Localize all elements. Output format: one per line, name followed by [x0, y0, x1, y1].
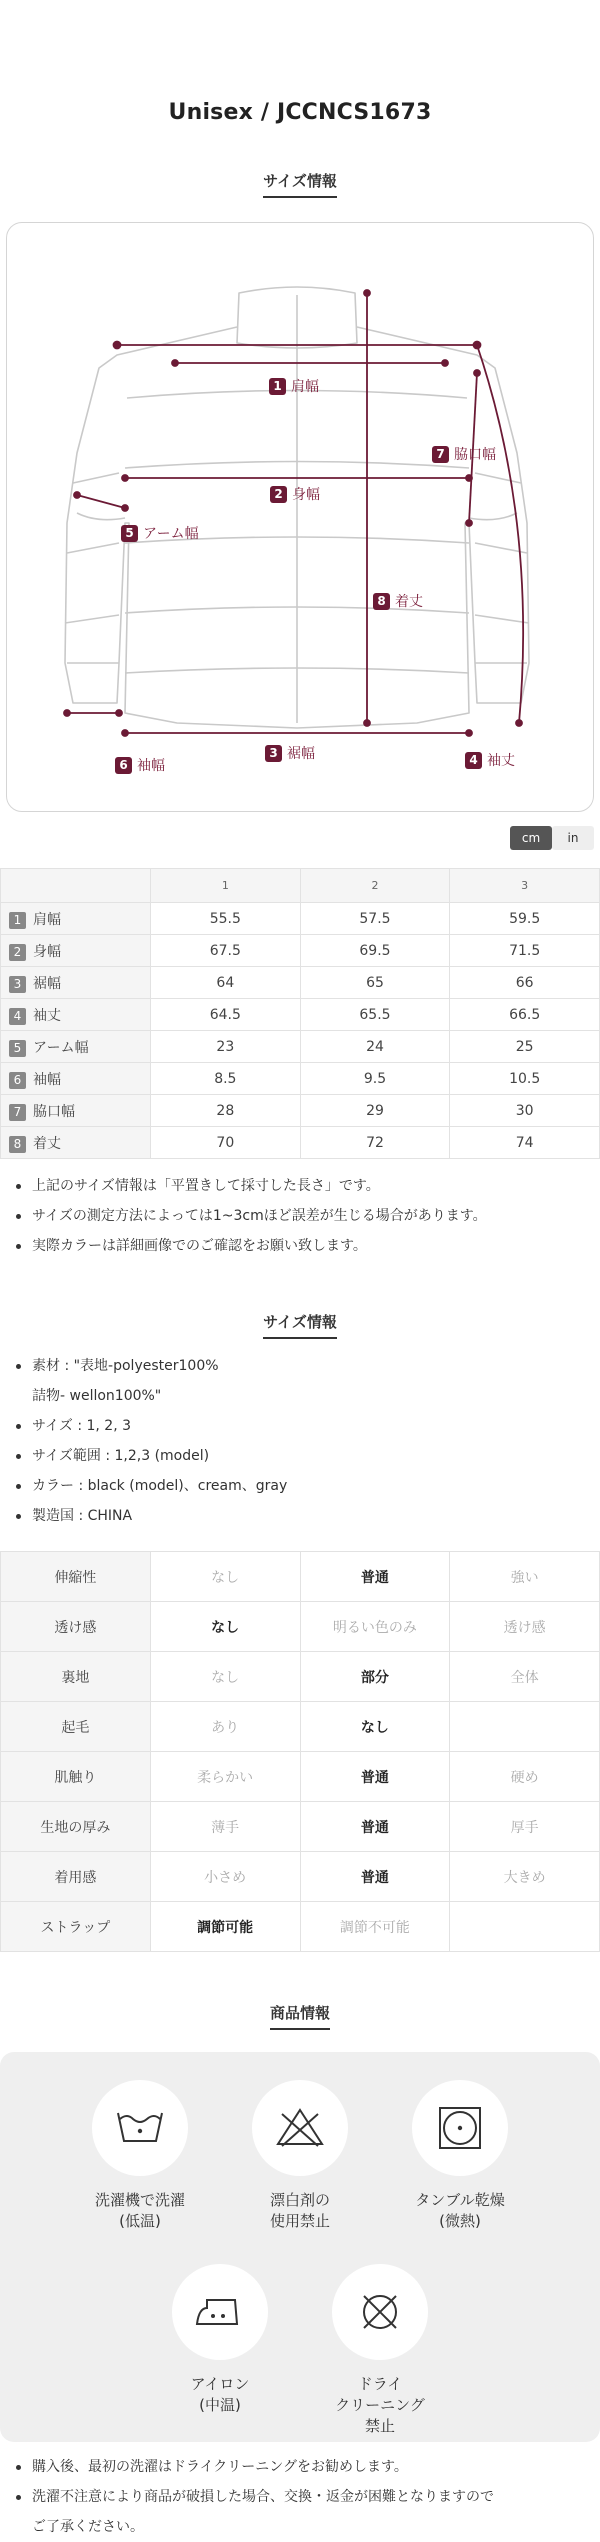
table-row: [1, 1063, 600, 1095]
info-size-range: サイズ範囲 : 1,2,3 (model): [14, 1441, 600, 1471]
care-notes: [0, 2442, 600, 2542]
feel-option: 明るい色のみ: [300, 1602, 450, 1652]
size-cell: 64.5: [151, 999, 301, 1031]
row-label-text: 肩幅: [33, 911, 61, 928]
size-header-blank: [1, 869, 151, 903]
table-row: [1, 1031, 600, 1063]
info-list: [0, 1351, 600, 1531]
feel-row-label: 伸縮性: [1, 1552, 151, 1602]
table-row: [1, 1802, 600, 1852]
row-label-text: 着丈: [33, 1135, 61, 1152]
feel-option: [450, 1902, 600, 1952]
size-cell: 66.5: [450, 999, 600, 1031]
feel-option: 普通: [300, 1752, 450, 1802]
diagram-label-2: 2 身幅: [270, 484, 320, 504]
info-heading: サイズ情報: [0, 1311, 600, 1351]
feel-option: 柔らかい: [150, 1752, 300, 1802]
care-note: 購入後、最初の洗濯はドライクリーニングをお勧めします。: [14, 2452, 600, 2482]
care-label: 漂白剤の 使用禁止: [269, 2191, 330, 2230]
care-note: 洗濯不注意により商品が破損した場合、交換・返金が困難となりますので: [14, 2482, 600, 2512]
size-cell: 70: [151, 1127, 301, 1159]
size-note: サイズの測定方法によっては1~3cmほど誤差が生じる場合があります。: [14, 1201, 600, 1231]
care-label: 洗濯機で洗濯 (低温): [94, 2191, 185, 2230]
size-cell: 55.5: [151, 903, 301, 935]
row-label-text: 袖丈: [33, 1007, 61, 1024]
table-row: [1, 967, 600, 999]
product-title: Unisex / JCCNCS1673: [168, 100, 432, 125]
row-label-text: 裾幅: [33, 975, 61, 992]
diagram-label-7: 7 脇口幅: [432, 444, 496, 464]
feel-option: 透け感: [450, 1602, 600, 1652]
feel-option: なし: [300, 1702, 450, 1752]
feel-option: 普通: [300, 1802, 450, 1852]
diagram-label-6: 6 袖幅: [115, 755, 165, 775]
row-number-badge: 2: [9, 944, 26, 961]
row-number-badge: 6: [9, 1072, 26, 1089]
table-row: [1, 1602, 600, 1652]
care-item-bleach: [230, 2080, 370, 2232]
size-row-label: [1, 967, 151, 999]
table-row: [1, 1127, 600, 1159]
table-row: [1, 1095, 600, 1127]
care-item-dryclean: [310, 2264, 450, 2437]
feel-option: 小さめ: [150, 1852, 300, 1902]
row-number-badge: 4: [9, 1008, 26, 1025]
size-table-header: [1, 869, 600, 903]
size-row-label: [1, 1095, 151, 1127]
feel-row-label: 肌触り: [1, 1752, 151, 1802]
size-header-col: 1: [151, 869, 301, 903]
size-row-label: [1, 999, 151, 1031]
care-item-dry: [390, 2080, 530, 2232]
feel-row-label: 透け感: [1, 1602, 151, 1652]
diagram-label-5: 5 アーム幅: [121, 523, 199, 543]
size-cell: 57.5: [300, 903, 450, 935]
size-row-label: [1, 1063, 151, 1095]
diagram-label-3: 3 裾幅: [265, 743, 315, 763]
feel-option: 硬め: [450, 1752, 600, 1802]
size-heading: サイズ情報: [0, 170, 600, 210]
row-number-badge: 3: [9, 976, 26, 993]
fabric-feel-table: [0, 1551, 600, 1952]
size-cell: 29: [300, 1095, 450, 1127]
row-number-badge: 5: [9, 1040, 26, 1057]
size-row-label: [1, 903, 151, 935]
care-label: アイロン (中温): [190, 2375, 250, 2414]
size-cell: 25: [450, 1031, 600, 1063]
care-instructions: [0, 2052, 600, 2442]
no-dry-clean-icon: [356, 2288, 404, 2336]
size-cell: 24: [300, 1031, 450, 1063]
size-cell: 8.5: [151, 1063, 301, 1095]
diagram-label-4: 4 袖丈: [465, 750, 515, 770]
table-row: [1, 1752, 600, 1802]
care-note-cont: ご了承ください。: [32, 2519, 144, 2535]
size-cell: 69.5: [300, 935, 450, 967]
size-cell: 28: [151, 1095, 301, 1127]
size-row-label: [1, 935, 151, 967]
feel-option: あり: [150, 1702, 300, 1752]
feel-row-label: 生地の厚み: [1, 1802, 151, 1852]
feel-option: なし: [150, 1652, 300, 1702]
size-cell: 71.5: [450, 935, 600, 967]
feel-row-label: ストラップ: [1, 1902, 151, 1952]
unit-cm-button[interactable]: cm: [510, 826, 552, 850]
table-row: [1, 1852, 600, 1902]
feel-option: 強い: [450, 1552, 600, 1602]
diagram-label-8: 8 着丈: [373, 591, 423, 611]
table-row: [1, 903, 600, 935]
size-cell: 67.5: [151, 935, 301, 967]
row-label-text: アーム幅: [33, 1039, 89, 1056]
size-row-label: [1, 1127, 151, 1159]
row-label-text: 身幅: [33, 943, 61, 960]
table-row: [1, 1652, 600, 1702]
unit-in-button[interactable]: in: [552, 826, 594, 850]
row-label-text: 袖幅: [33, 1071, 61, 1088]
table-row: [1, 1902, 600, 1952]
feel-option: 薄手: [150, 1802, 300, 1852]
feel-option: 全体: [450, 1652, 600, 1702]
size-note: 実際カラーは詳細画像でのご確認をお願い致します。: [14, 1231, 600, 1261]
row-label-text: 脇口幅: [33, 1103, 75, 1120]
care-label: ドライ クリーニング 禁止: [335, 2375, 425, 2435]
wash-tub-icon: [114, 2107, 166, 2149]
info-material: 素材 : "表地-polyester100%: [14, 1351, 600, 1381]
size-cell: 65.5: [300, 999, 450, 1031]
info-color: カラー : black (model)、cream、gray: [14, 1471, 600, 1501]
row-number-badge: 7: [9, 1104, 26, 1121]
diagram-label-1: 1 肩幅: [269, 376, 319, 396]
info-material-cont: 詰物- wellon100%": [32, 1388, 162, 1404]
no-bleach-icon: [274, 2106, 326, 2150]
tumble-dry-icon: [436, 2104, 484, 2152]
feel-row-label: 裏地: [1, 1652, 151, 1702]
size-cell: 9.5: [300, 1063, 450, 1095]
size-header-col: 2: [300, 869, 450, 903]
feel-option: [450, 1702, 600, 1752]
size-cell: 74: [450, 1127, 600, 1159]
product-info-heading: 商品情報: [0, 2002, 600, 2042]
info-size: サイズ : 1, 2, 3: [14, 1411, 600, 1441]
table-row: [1, 1552, 600, 1602]
care-item-wash: [70, 2080, 210, 2232]
row-number-badge: 1: [9, 912, 26, 929]
table-row: [1, 999, 600, 1031]
size-diagram: [6, 222, 594, 812]
size-cell: 65: [300, 967, 450, 999]
size-table: [0, 868, 600, 1159]
size-cell: 30: [450, 1095, 600, 1127]
size-cell: 23: [151, 1031, 301, 1063]
feel-option: 普通: [300, 1852, 450, 1902]
size-notes: [0, 1159, 600, 1281]
size-cell: 66: [450, 967, 600, 999]
size-header-col: 3: [450, 869, 600, 903]
size-cell: 59.5: [450, 903, 600, 935]
table-row: [1, 1702, 600, 1752]
care-item-iron: [150, 2264, 290, 2416]
care-label: タンブル乾燥 (微熱): [415, 2191, 505, 2230]
size-cell: 64: [151, 967, 301, 999]
iron-icon: [193, 2292, 247, 2332]
feel-option: 調節不可能: [300, 1902, 450, 1952]
table-row: [1, 935, 600, 967]
jacket-drawing: [7, 223, 595, 813]
feel-option: 大きめ: [450, 1852, 600, 1902]
feel-option: なし: [150, 1602, 300, 1652]
size-cell: 10.5: [450, 1063, 600, 1095]
size-row-label: [1, 1031, 151, 1063]
feel-option: 調節可能: [150, 1902, 300, 1952]
unit-toggle: [0, 812, 600, 868]
info-country: 製造国 : CHINA: [14, 1501, 600, 1531]
feel-option: なし: [150, 1552, 300, 1602]
feel-row-label: 起毛: [1, 1702, 151, 1752]
feel-option: 厚手: [450, 1802, 600, 1852]
feel-option: 部分: [300, 1652, 450, 1702]
feel-option: 普通: [300, 1552, 450, 1602]
size-cell: 72: [300, 1127, 450, 1159]
feel-row-label: 着用感: [1, 1852, 151, 1902]
size-note: 上記のサイズ情報は「平置きして採寸した長さ」です。: [14, 1171, 600, 1201]
row-number-badge: 8: [9, 1136, 26, 1153]
